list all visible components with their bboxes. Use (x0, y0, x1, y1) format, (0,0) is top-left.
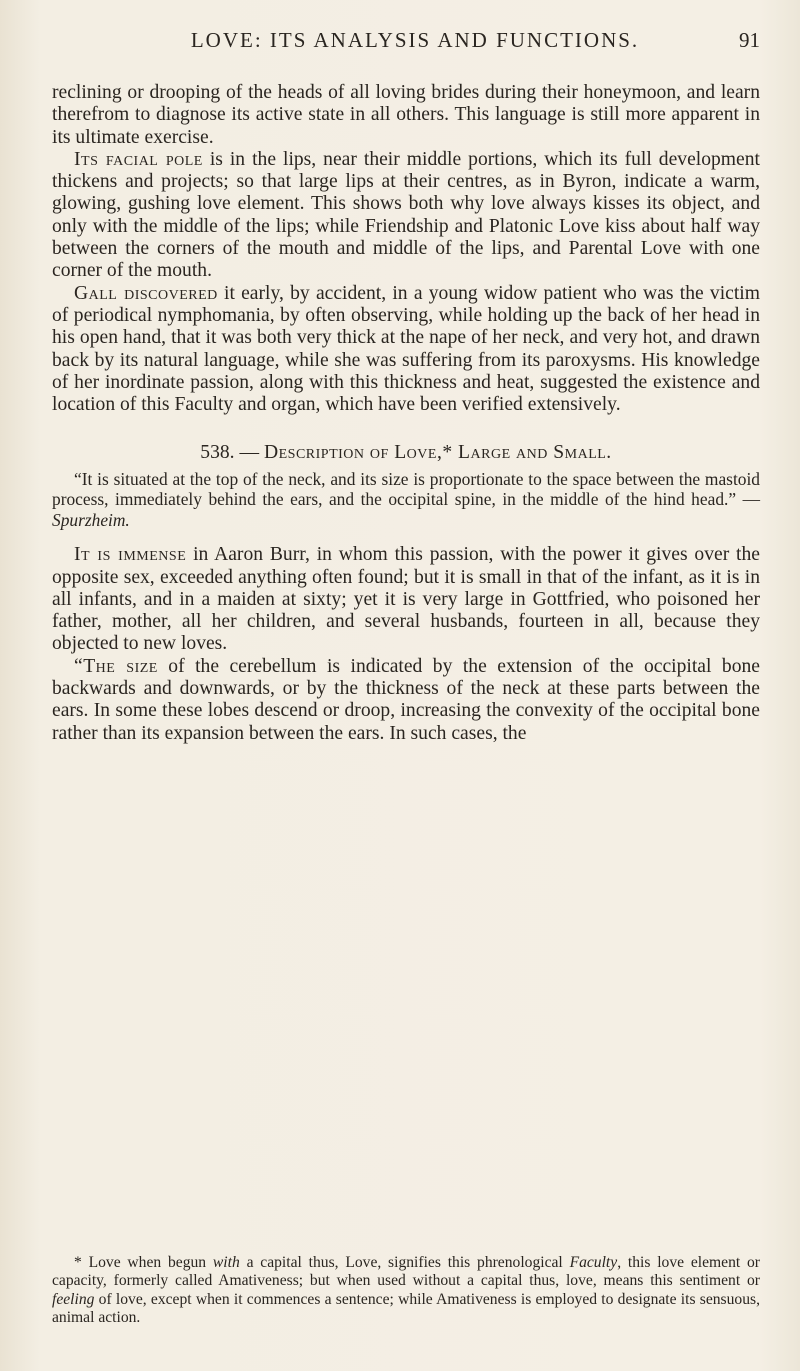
footnote-italic: with (212, 1254, 240, 1271)
footnote-italic: feeling (52, 1290, 95, 1308)
paragraph-size (52, 656, 760, 745)
paragraph-gall (52, 283, 760, 417)
footnote-part: of love, except when it commences a sentence; while Amativeness is employed to designate its sensuous, animal action. (52, 1290, 760, 1326)
paragraph-continuation (52, 82, 760, 149)
paragraph-text: it early, by accident, in a young widow patient who was the victim of periodical nymphomania, by often observing, while holding up the back of her head in his open hand, that it was both very thick at the nape of her neck, and very hot, and drawn back by its natural language, while she was suffering from its paroxysms. His knowledge of her inordinate passion, along with this thickness and heat, suggested the existence and location of this Faculty and organ, which have been verified extensively. (52, 282, 760, 416)
page-header (70, 28, 760, 68)
running-head: LOVE: ITS ANALYSIS AND FUNCTIONS. (190, 28, 640, 52)
paragraph-lead: “The size (74, 655, 158, 677)
paragraph-immense (52, 544, 760, 655)
paragraph-text: in Aaron Burr, in whom this passion, with the power it gives over the opposite sex, exceeded anything often found; but it is small in that of the infant, as it is in all infants, and in a maiden at sixty; yet it is very large in Gottfried, who poisoned her father, mother, all her children, and several husbands, fourteen in all, because they objected to new loves. (52, 544, 760, 655)
footnote (52, 1254, 760, 1327)
footnote-text (52, 1254, 760, 1327)
footnote-part: * Love when begun (74, 1254, 213, 1271)
quote-text: “It is situated at the top of the neck, and its size is proportionate to the space between the mastoid process, immediately behind the ears, and the occipital spine, in the middle of the hind head.” — (52, 468, 760, 510)
section-heading (52, 442, 760, 464)
section-number: 538. — (200, 442, 260, 464)
block-quote (52, 469, 760, 531)
body-text (52, 82, 760, 745)
footnote-italic: Faculty (569, 1254, 618, 1271)
quote-author: Spurzheim. (52, 509, 130, 530)
page-number: 91 (739, 28, 760, 52)
footnote-part: a capital thus, Love, signifies this phrenological (239, 1254, 570, 1271)
paragraph-lead: It is immense (74, 544, 187, 566)
paragraph-text: of the cerebellum is indicated by the extension of the occipital bone backwards and downwards, or by the thickness of the neck at these parts between the ears. In some these lobes descend or droop, increasing the convexity of the occipital bone rather than its expansion between the ears. In such cases, the (52, 655, 760, 744)
paragraph-lead: Its facial pole (74, 148, 203, 170)
footnote-part: , this love element or capacity, formerly called Amativeness; but when used without a capital thus, love, means this sentiment or (52, 1254, 760, 1290)
paragraph-facial-pole (52, 149, 760, 283)
paragraph-lead: Gall discovered (74, 282, 218, 304)
section-title: Description of Love,* Large and Small. (263, 442, 612, 464)
paragraph-text: reclining or drooping of the heads of all loving brides during their honeymoon, and learn therefrom to diagnose its active state in all others. This language is still more apparent in its ultimate exercise. (52, 82, 760, 148)
paragraph-text: is in the lips, near their middle portions, which its full development thickens and projects; so that large lips at their centres, as in Byron, indicate a warm, glowing, gushing love element. This shows both why love always kisses its object, and only with the middle of the lips; while Friendship and Platonic Love kiss about half way between the corners of the mouth and middle of the lips, and Parental Love with one corner of the mouth. (52, 148, 760, 282)
